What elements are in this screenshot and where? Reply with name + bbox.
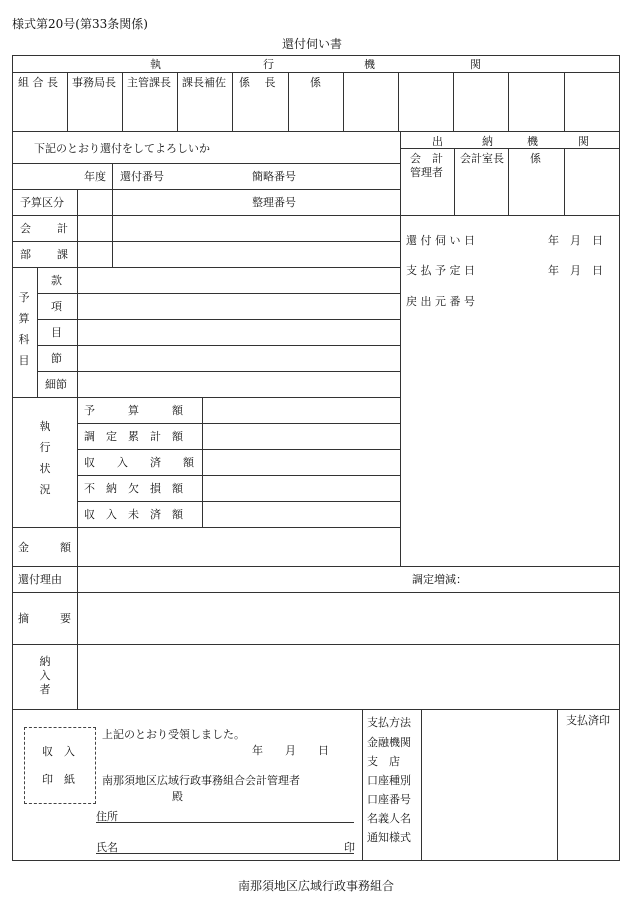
exec-col-kakaricho: 係 長 <box>239 76 276 89</box>
form-title: 還付伺い書 <box>282 37 343 51</box>
payment-label: 口座番号 <box>367 793 411 806</box>
exec-col-jimukyokucho: 事務局長 <box>72 76 116 89</box>
payment-label: 支 店 <box>367 755 400 768</box>
suitou-col-kakari: 係 <box>530 152 541 165</box>
kanpu-date-label: 還 付 伺 い 日 <box>406 234 475 247</box>
shikko-kesson: 不 納 欠 損 額 <box>84 482 183 495</box>
chotei-label: 調定増減： <box>412 573 467 586</box>
suitou-header-char: 関 <box>578 135 589 148</box>
shikko-yosangaku: 予 算 額 <box>84 404 183 417</box>
tekiyo-label: 摘 <box>18 612 29 625</box>
suitou-col-shitsucho: 会計室長 <box>460 152 504 165</box>
shikko-jokyo-label: 執 行 状 況 <box>39 420 51 496</box>
kaikei-label: 計 <box>57 222 68 235</box>
reishutsu-no-label: 戻 出 元 番 号 <box>406 295 475 308</box>
form-number: 様式第20号(第33条関係) <box>12 17 148 31</box>
request-text: 下記のとおり還付をしてよろしいか <box>34 142 210 155</box>
buka-label: 部 <box>20 248 31 261</box>
receipt-text: 上記のとおり受領しました。 <box>102 728 245 741</box>
shiharai-date-ymd: 年 月 日 <box>548 264 603 277</box>
kanpu-date-ymd: 年 月 日 <box>548 234 603 247</box>
paid-stamp-label: 支払済印 <box>566 714 610 727</box>
kingaku-label: 金 <box>18 541 29 554</box>
kamoku-ko: 項 <box>51 300 62 313</box>
kamoku-setsu: 節 <box>51 352 62 365</box>
footer-organization: 南那須地区広域行政事務組合 <box>238 879 395 893</box>
nonyusha-label: 納 入 者 <box>39 655 51 696</box>
yosan-kamoku-label: 予 算 科 目 <box>18 291 30 367</box>
payment-label: 名義人名 <box>367 812 411 825</box>
tekiyo-label: 要 <box>60 612 71 625</box>
payment-label: 支払方法 <box>367 716 411 729</box>
shikko-choteigaku: 調 定 累 計 額 <box>84 430 183 443</box>
kamoku-moku: 目 <box>51 326 62 339</box>
stamp-text: 収 入 <box>42 745 75 758</box>
suitou-header-char: 出 <box>432 135 443 148</box>
riyu-label: 還付理由 <box>18 573 62 586</box>
kanpu-no-label: 還付番号 <box>120 170 164 183</box>
stamp-text: 印 紙 <box>42 773 75 786</box>
shimei-label: 氏名 <box>96 841 118 854</box>
yosan-kubun-label: 予算区分 <box>20 196 64 209</box>
exec-header-char: 執 <box>150 58 161 71</box>
kamoku-kan: 款 <box>51 274 62 287</box>
suitou-header-char: 納 <box>482 135 493 148</box>
exec-col-kakari: 係 <box>310 76 321 89</box>
buka-label: 課 <box>57 248 68 261</box>
exec-col-kumiaicho: 組 合 長 <box>18 76 58 89</box>
suitou-header-char: 機 <box>527 135 538 148</box>
kamoku-saisetsu: 細節 <box>45 378 67 391</box>
seiri-no-label: 整理番号 <box>252 196 296 209</box>
payment-label: 通知様式 <box>367 831 411 844</box>
receipt-addressee: 南那須地区広域行政事務組合会計管理者 <box>102 774 300 787</box>
exec-header-char: 関 <box>470 58 481 71</box>
kingaku-label: 額 <box>60 541 71 554</box>
exec-header-char: 機 <box>364 58 375 71</box>
exec-header-char: 行 <box>263 58 274 71</box>
shikko-shunyuzumi: 収 入 済 額 <box>84 456 194 469</box>
nendo-label: 年度 <box>84 170 106 183</box>
revenue-stamp-box <box>24 727 96 804</box>
ryaku-no-label: 簡略番号 <box>252 170 296 183</box>
seal-mark: 印 <box>344 841 355 854</box>
kaikei-label: 会 <box>20 222 31 235</box>
shikko-misai: 収 入 未 済 額 <box>84 508 183 521</box>
suitou-col-kaikei: 会 計 <box>410 152 443 165</box>
payment-label: 口座種別 <box>367 774 411 787</box>
jusho-label: 住所 <box>96 810 118 823</box>
exec-col-shukankacho: 主管課長 <box>127 76 171 89</box>
shiharai-date-label: 支 払 予 定 日 <box>406 264 475 277</box>
receipt-date: 年 月 日 <box>252 744 329 757</box>
receipt-dono: 殿 <box>172 790 183 803</box>
exec-col-kachohosa: 課長補佐 <box>182 76 226 89</box>
payment-label: 金融機関 <box>367 736 411 749</box>
suitou-col-kanrisha: 管理者 <box>410 166 443 179</box>
